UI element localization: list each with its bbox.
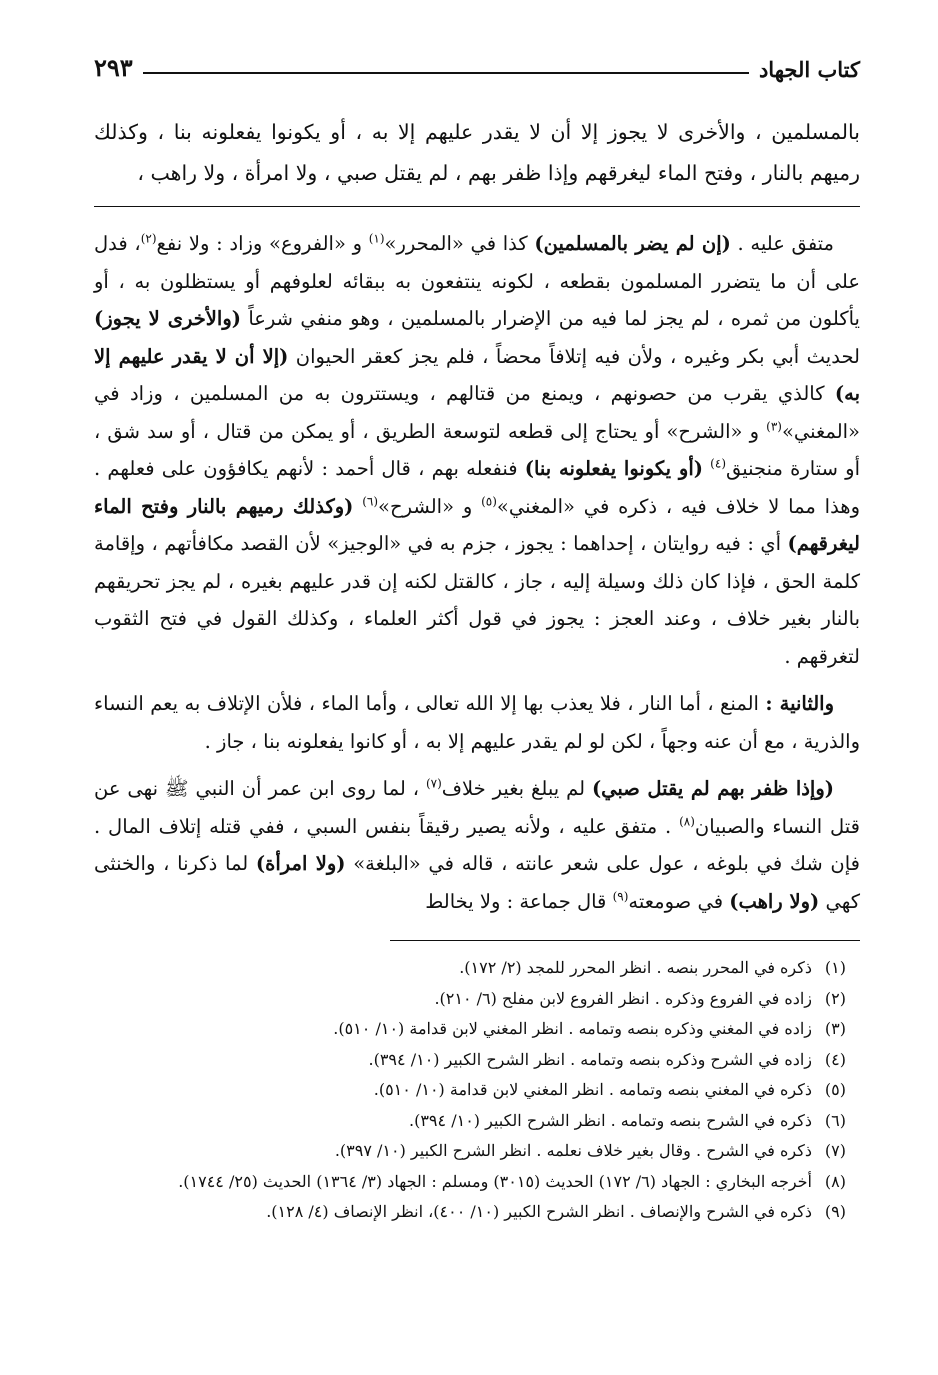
text-run: فنفعله بهم ، قال أحمد : لأنهم يكافؤون على فعلهم . وهذا مما لا خلاف فيه ، ذكره في «المغني» bbox=[94, 457, 860, 518]
book-page bbox=[94, 42, 860, 1228]
footnote-item bbox=[94, 1075, 860, 1106]
footnote-text: زاده في الفروع وذكره . انظر الفروع لابن مفلح (٦/ ٢١٠). bbox=[434, 988, 812, 1008]
text-run: . متفق عليه ، ولأنه يصير رقيقاً بنفس السبي ، ففي قتله إتلاف المال . فإن شك في بلوغه ، عول على شعر عانته ، قاله في «البلغة» bbox=[94, 814, 860, 875]
footnotes-list bbox=[94, 953, 860, 1228]
footnote-number: (٧) bbox=[824, 1141, 846, 1160]
text-run: لما ذكرنا ، والخنثى كهي bbox=[94, 852, 860, 913]
quoted-matn: (ولا امرأة) bbox=[255, 852, 346, 875]
page-number: ٢٩٣ bbox=[94, 53, 133, 82]
header-rule bbox=[143, 72, 749, 74]
quoted-matn: (إلا أن لا يقدر عليهم إلا به) bbox=[94, 344, 860, 405]
footnote-ref[interactable]: (٩) bbox=[612, 889, 629, 903]
text-run: متفق عليه . bbox=[730, 232, 835, 255]
text-run: أي : فيه روايتان ، إحداهما : يجوز ، جزم به في «الوجيز» لأن القصد مكافأتهم ، وإقامة كلمة الحق ، فإذا كان ذلك وسيلة إليه ، جاز ، كالقتل لكنه إن قدر عليهم بغيره ، لم يجز تحريقهم بالنار بغير خلاف ، وعند العجز : يجوز في قول أكثر العلماء ، وكذلك القول في فتح الثقوب لتغرقهم . bbox=[94, 532, 860, 668]
footnote-ref[interactable]: (٦) bbox=[362, 494, 379, 508]
footnote-text: أخرجه البخاري : الجهاد (٦/ ١٧٢) الحديث (٣٠١٥) ومسلم : الجهاد (٣/ ١٣٦٤) الحديث (٢٥/ ١٧٤٤). bbox=[178, 1171, 812, 1191]
footnote-item bbox=[94, 953, 860, 984]
footnote-ref[interactable]: (٨) bbox=[679, 814, 695, 828]
footnote-ref[interactable]: (٤) bbox=[710, 456, 726, 471]
text-run: لم يبلغ بغير خلاف bbox=[441, 777, 592, 800]
text-run: و «الشرح» أو يحتاج إلى قطعه لتوسعة الطريق ، أو يمكن من قتال ، أو سد شق ، أو ستارة منجنيق bbox=[94, 419, 860, 480]
footnote-text: ذكره في الشرح بنصه وتمامه . انظر الشرح الكبير (١٠/ ٣٩٤). bbox=[409, 1110, 812, 1130]
book-title: كتاب الجهاد bbox=[758, 57, 860, 82]
footnote-number: (٤) bbox=[824, 1049, 846, 1069]
running-head bbox=[94, 42, 860, 82]
text-run: كالذي يقرب من حصونهم ، ويمنع من قتالهم ، ويستترون به من المسلمين ، وزاد في «المغني» bbox=[94, 382, 860, 443]
footnote-text: ذكره في المغني بنصه وتمامه . انظر المغني لابن قدامة (١٠/ ٥١٠). bbox=[373, 1080, 812, 1099]
text-run: كذا في «المحرر» bbox=[384, 232, 535, 255]
text-run: المنع ، أما النار ، فلا يعذب بها إلا الله تعالى ، وأما الماء ، فلأن الإتلاف به يعم النساء والذرية ، مع أن عنه وجهاً ، لكن لو لم يقدر عليهم إلا به ، أو كانوا يفعلونه بنا ، جاز . bbox=[94, 692, 860, 753]
text-run: و «الشرح» bbox=[378, 494, 482, 518]
footnote-text: زاده في المغني وذكره بنصه وتمامه . انظر المغني لابن قدامة (١٠/ ٥١٠). bbox=[333, 1019, 812, 1038]
footnote-text: زاده في الشرح وذكره بنصه وتمامه . انظر الشرح الكبير (١٠/ ٣٩٤). bbox=[368, 1049, 812, 1069]
text-run: في صومعته bbox=[628, 889, 730, 913]
quoted-matn: (والأخرى لا يجوز) bbox=[94, 307, 241, 330]
text-run: ، لما روى ابن عمر أن النبي ﷺ نهى عن قتل النساء والصبيان bbox=[94, 777, 860, 838]
text-run: قال جماعة : ولا يخالط bbox=[425, 889, 613, 913]
commentary bbox=[94, 225, 860, 920]
quoted-matn: والثانية : bbox=[765, 692, 835, 715]
footnote-item bbox=[94, 1045, 860, 1076]
matn-text: بالمسلمين ، والأخرى لا يجوز إلا أن لا يقدر عليهم إلا به ، أو يكونوا يفعلونه بنا ، وكذلك رميهم بالنار ، وفتح الماء ليغرقهم وإذا ظفر بهم ، لم يقتل صبي ، ولا امرأة ، ولا راهب ، bbox=[94, 112, 860, 207]
footnote-item bbox=[94, 1167, 860, 1198]
footnote-number: (١) bbox=[824, 958, 846, 977]
text-run bbox=[353, 495, 362, 518]
footnote-item bbox=[94, 1106, 860, 1137]
footnote-number: (٥) bbox=[824, 1080, 846, 1099]
text-run: و «الفروع» وزاد : ولا نفع bbox=[156, 232, 369, 255]
quoted-matn: (وإذا ظفر بهم لم يقتل صبي) bbox=[591, 777, 834, 800]
quoted-matn: (ولا راهب) bbox=[729, 889, 820, 913]
commentary-paragraph bbox=[94, 685, 860, 760]
footnote-separator bbox=[390, 940, 860, 941]
footnote-ref[interactable]: (٥) bbox=[481, 494, 497, 508]
footnote-item bbox=[94, 984, 860, 1015]
footnote-number: (٦) bbox=[824, 1110, 846, 1130]
text-run: لحديث أبي بكر وغيره ، ولأن فيه إتلافاً محضاً ، فلم يجز كعقر الحيوان bbox=[288, 344, 860, 368]
footnote-item bbox=[94, 1136, 860, 1167]
footnote-item bbox=[94, 1197, 860, 1228]
commentary-paragraph bbox=[94, 770, 860, 920]
footnote-text: ذكره في المحرر بنصه . انظر المحرر للمجد (٢/ ١٧٢). bbox=[459, 958, 812, 977]
footnote-number: (٣) bbox=[824, 1019, 846, 1038]
footnote-number: (٢) bbox=[824, 988, 846, 1008]
quoted-matn: (وكذلك رميهم بالنار وفتح الماء ليغرقهم) bbox=[94, 494, 860, 555]
footnote-number: (٨) bbox=[824, 1171, 846, 1191]
quoted-matn: (إن لم يضر بالمسلمين) bbox=[534, 232, 731, 255]
footnote-item bbox=[94, 1014, 860, 1045]
footnote-number: (٩) bbox=[824, 1202, 846, 1221]
footnote-text: ذكره في الشرح والإنصاف . انظر الشرح الكبير (١٠/ ٤٠٠)، انظر الإنصاف (٤/ ١٢٨). bbox=[266, 1202, 812, 1221]
text-run: ، فدل على أن ما يتضرر المسلمون بقطعه ، لكونه ينتفعون به ببقائه لعلوفهم أو يستظلون به ، أو يأكلون من ثمره ، لم يجز لما فيه من الإضرار بالمسلمين ، وهو منفي شرعاً bbox=[94, 232, 860, 330]
footnote-ref[interactable]: (١) bbox=[368, 231, 385, 246]
footnote-text: ذكره في الشرح . وقال بغير خلاف نعلمه . انظر الشرح الكبير (١٠/ ٣٩٧). bbox=[334, 1141, 812, 1160]
commentary-paragraph bbox=[94, 225, 860, 675]
footnote-ref[interactable]: (٣) bbox=[766, 419, 782, 433]
footnote-ref[interactable]: (٧) bbox=[425, 776, 442, 791]
quoted-matn: (أو يكونوا يفعلونه بنا) bbox=[524, 457, 703, 480]
footnote-ref[interactable]: (٢) bbox=[140, 231, 157, 246]
